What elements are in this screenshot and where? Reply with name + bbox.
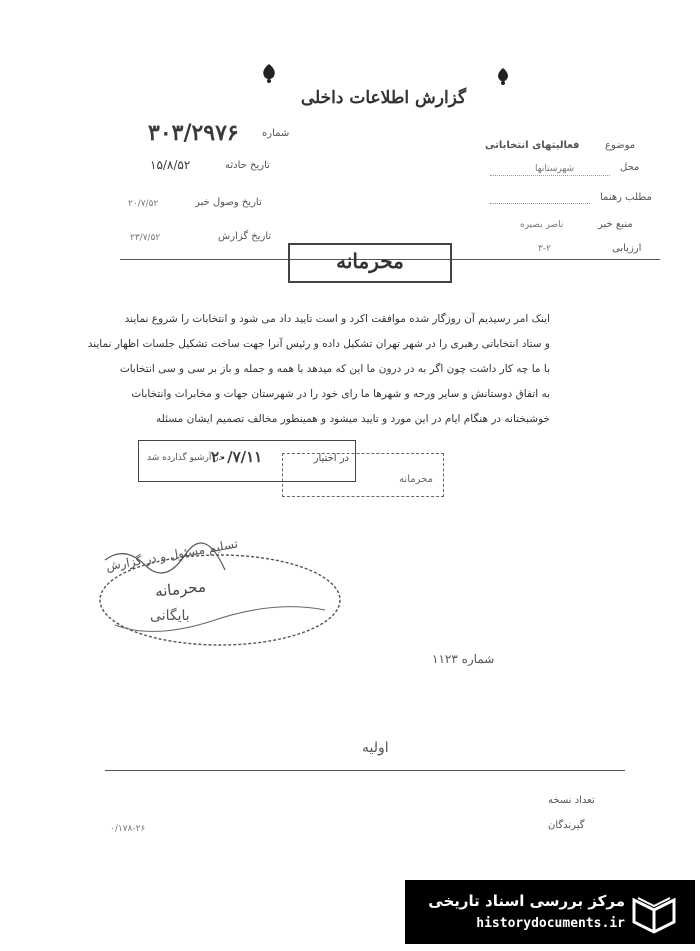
archive-stamp-label: در اختیار	[313, 453, 349, 464]
report-date-value: ۲۳/۷/۵۲	[130, 233, 161, 243]
report-date-label: تاریخ گزارش	[218, 231, 272, 242]
footer-divider	[105, 770, 625, 771]
body-line-4: به اتفاق دوستانش و سایر ورحه و شهرها ما رای خود را در شهرستان جهات و مخابرات وانتخابات	[131, 388, 550, 400]
archive-logo-icon	[630, 892, 678, 936]
secret-stamp	[288, 243, 452, 283]
arrival-value: ۲۰/۷/۵۲	[128, 199, 159, 209]
archive-stamp-text: در آرشیو گذارده شد	[147, 453, 223, 463]
note-middle: شماره ۱۱۲۳	[432, 652, 495, 666]
source-value: ناصر بصیره	[520, 220, 564, 230]
secret-stamp-text: محرمانه	[336, 249, 404, 273]
body-line-1: اینک امر رسیدیم آن روزگار شده موافقت اکرد و است تایید داد می شود و انتخابات را شروع نمایند	[124, 313, 550, 325]
number-value: ۳۰۳/۲۹۷۶	[148, 120, 239, 146]
date-value: ۱۵/۸/۵۲	[150, 158, 191, 172]
signature-line-2: محرمانه	[154, 577, 207, 601]
page-title: گزارش اطلاعات داخلی	[300, 88, 467, 108]
source-label: منبع خبر	[598, 219, 633, 230]
evaluation-label: ارزیابی	[612, 243, 642, 254]
rahnama-label: مطلب رهنما	[600, 192, 652, 203]
copy-count-label: تعداد نسخه	[548, 795, 595, 806]
watermark-url: historydocuments.ir	[476, 916, 625, 931]
emblem-left-icon	[258, 62, 280, 84]
place-label: محل	[620, 162, 640, 173]
archive-stamp-secondary-text: محرمانه	[399, 474, 433, 485]
ref-code: ۰/۱۷۸-۲۶	[110, 824, 146, 834]
body-line-2: و ستاد انتخاباتی رهبری را در شهر تهران تشکیل داده و رئیس آنرا جهت ساخت تشکیل جلسات اظهار نمایند	[87, 338, 550, 350]
archive-stamp-secondary	[282, 453, 444, 497]
emblem-right-icon	[493, 66, 513, 86]
body-line-3: با ما چه کار داشت چون اگر به در درون ما این که میدهد با همه و جمله و باز بر سی و سی انتخابات	[119, 363, 550, 375]
number-label: شماره	[262, 128, 290, 139]
subject-value: فعالیتهای انتخاباتی	[485, 140, 580, 151]
recipients-label: گیرندگان	[548, 820, 585, 831]
arrival-label: تاریخ وصول خبر	[195, 197, 262, 208]
body-line-5: خوشبختانه در هنگام ایام در این مورد و تایید میشود و همینطور مخالف تصمیم ایشان مسئله	[156, 413, 550, 425]
note-lower: اولیه	[362, 740, 389, 756]
subject-label: موضوع	[605, 140, 636, 151]
evaluation-value: ۳-۲	[538, 244, 551, 254]
signature-line-3: بایگانی	[150, 608, 190, 624]
archive-stamp-number: ۲۰/۷/۱۱	[211, 448, 263, 466]
signature-line-1: تسلیم مسئول و در گزارش	[104, 536, 239, 574]
watermark-org-name: مرکز بررسی اسناد تاریخی	[428, 892, 625, 910]
place-value: شهرستانها	[535, 164, 575, 174]
date-label: تاریخ حادثه	[225, 160, 270, 171]
